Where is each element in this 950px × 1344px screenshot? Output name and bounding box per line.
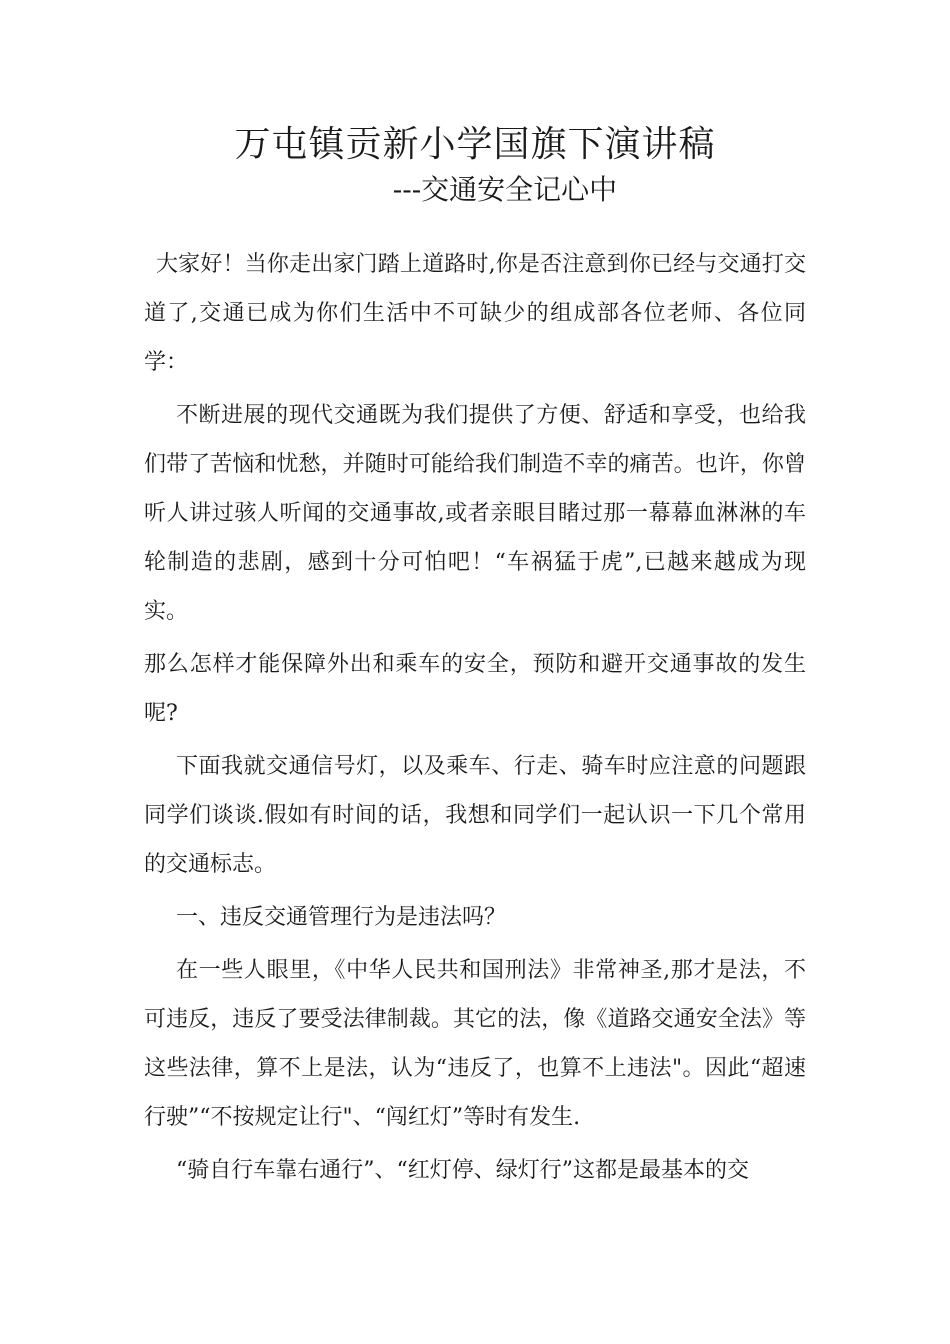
document-body <box>144 240 806 1199</box>
section-heading-1: 一、违反交通管理行为是违法吗？ <box>176 905 507 930</box>
document-subtitle: ---交通安全记心中 <box>392 173 618 206</box>
paragraph-question: 那么怎样才能保障外出和乘车的安全，预防和避开交通事故的发生呢? <box>144 652 806 726</box>
paragraph-law: 在一些人眼里，《中华人民共和国刑法》非常神圣,那才是法，不可违反，违反了要受法律制裁。其它的法，像《道路交通安全法》等这些法律，算不上是法，认为“违反了，也算不上违法"。因此“超速行驶”“不按规定让行"、“闯红灯”等时有发生. <box>144 958 806 1130</box>
paragraph-greeting: 大家好！当你走出家门踏上道路时,你是否注意到你已经与交通打交道了,交通已成为你们生活中不可缺少的组成部各位老师、各位同学： <box>144 252 806 375</box>
paragraph-intro-topics: 下面我就交通信号灯，以及乘车、行走、骑车时应注意的问题跟同学们谈谈.假如有时间的话，我想和同学们一起认识一下几个常用的交通标志。 <box>144 754 806 877</box>
paragraph-basic-rules: “骑自行车靠右通行”、“红灯停、绿灯行”这都是最基本的交 <box>176 1158 749 1183</box>
paragraph-modern-traffic: 不断进展的现代交通既为我们提供了方便、舒适和享受，也给我们带了苦恼和忧愁，并随时可能给我们制造不幸的痛苦。也许，你曾听人讲过骇人听闻的交通事故,或者亲眼目睹过那一幕幕血淋淋的车轮制造的悲剧，感到十分可怕吧！“车祸猛于虎”,已越来越成为现实。 <box>144 403 806 624</box>
document-title: 万屯镇贡新小学国旗下演讲稿 <box>234 124 716 165</box>
